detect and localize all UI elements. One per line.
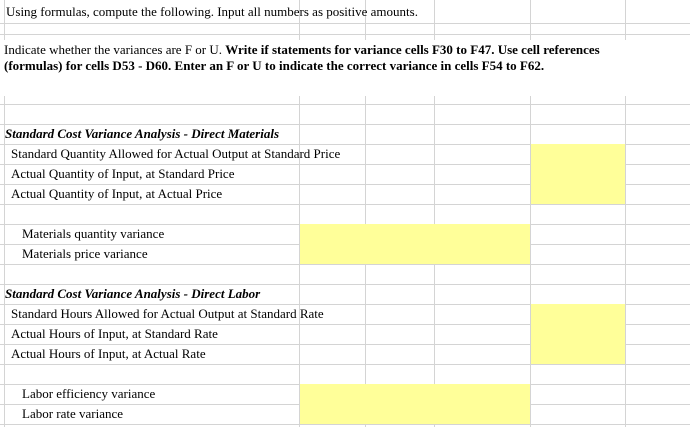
gridline-row [0, 424, 690, 425]
materials-row: Actual Quantity of Input, at Actual Price [11, 186, 223, 201]
materials-row: Standard Quantity Allowed for Actual Output at Standard Price [11, 146, 341, 161]
labor-input-cells[interactable] [531, 304, 625, 364]
labor-row: Actual Hours of Input, at Standard Rate [11, 326, 218, 341]
instructions-cell [4, 40, 632, 96]
intro-text: Using formulas, compute the following. Input all numbers as positive amounts. [6, 4, 418, 19]
labor-efficiency-variance-label: Labor efficiency variance [22, 386, 156, 401]
labor-rate-variance-label: Labor rate variance [22, 406, 124, 421]
gridline-row [0, 23, 690, 24]
labor-heading: Standard Cost Variance Analysis - Direct Labor [5, 286, 261, 301]
materials-variance-input-cells[interactable] [300, 224, 530, 264]
materials-quantity-variance-label: Materials quantity variance [22, 226, 165, 241]
materials-input-cells[interactable] [531, 144, 625, 204]
gridline-row [0, 104, 690, 105]
labor-row: Standard Hours Allowed for Actual Output at Standard Rate [11, 306, 324, 321]
labor-row: Actual Hours of Input, at Actual Rate [11, 346, 206, 361]
instructions-bold: Write if statements for variance cells F30 to F47. Use cell references (formulas) for cells D53 - D60. Enter an F or U to indicate the correct variance in cells F54 to F62. [4, 42, 600, 73]
gridline-row [0, 364, 690, 365]
gridline-row [0, 204, 690, 205]
materials-heading: Standard Cost Variance Analysis - Direct Materials [5, 126, 279, 141]
materials-price-variance-label: Materials price variance [22, 246, 148, 261]
instructions-prefix: Indicate whether the variances are F or U. [4, 42, 226, 57]
gridline-row [0, 264, 690, 265]
gridline-row [0, 34, 690, 35]
materials-row: Actual Quantity of Input, at Standard Price [11, 166, 235, 181]
labor-variance-input-cells[interactable] [300, 384, 530, 424]
